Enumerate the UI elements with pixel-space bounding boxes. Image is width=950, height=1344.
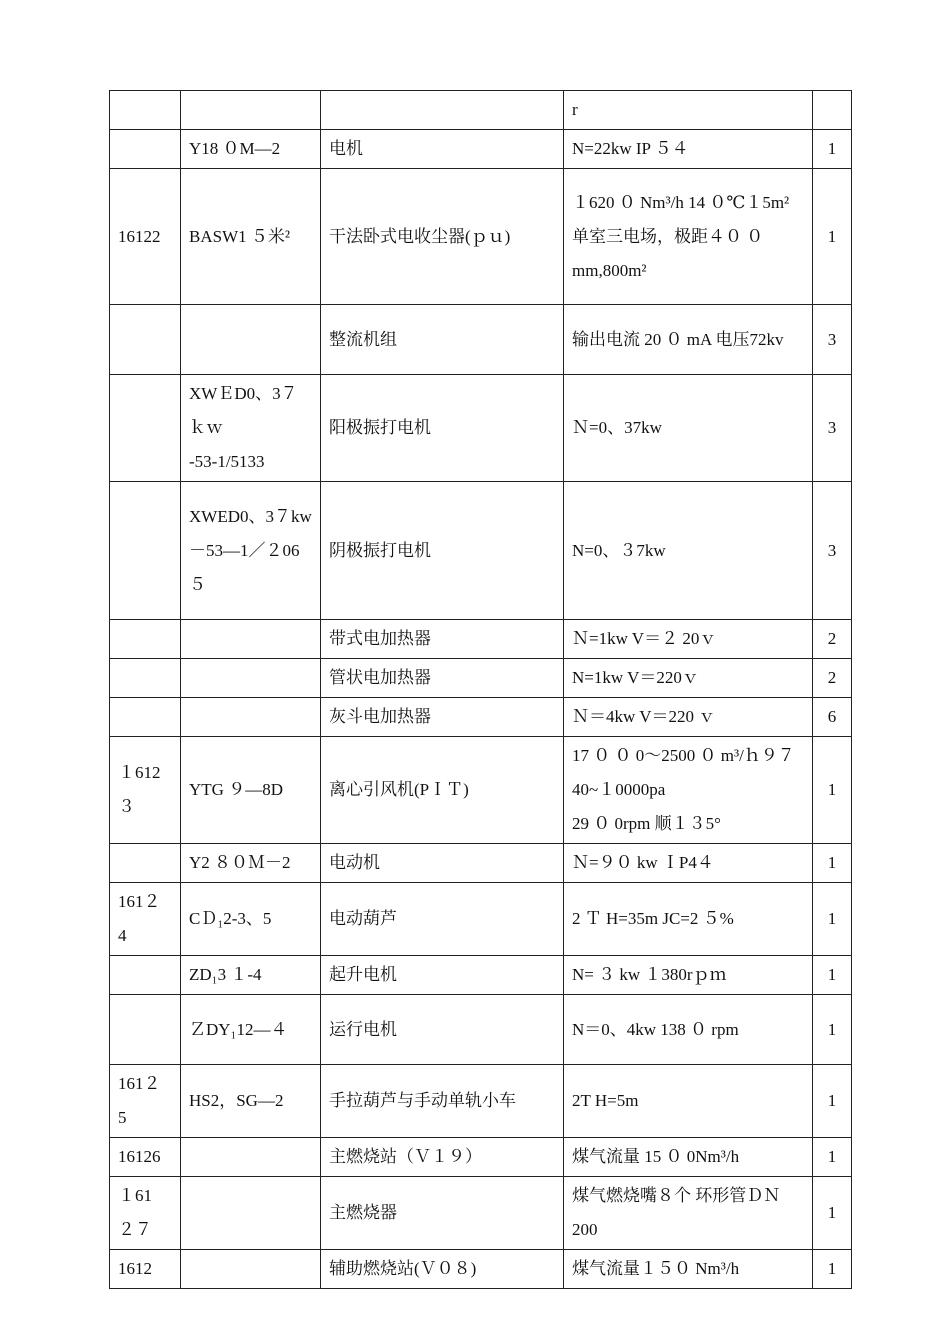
cell-no: 161２ 4 — [110, 883, 181, 956]
cell-spec: Ｎ＝4kw V＝220 ｖ — [564, 698, 813, 737]
cell-no: １61 ２７ — [110, 1177, 181, 1250]
cell-spec: １620 ０ Nm³/h 14 ０℃１5m² 单室三电场，极距４０ ０ mm,800m² — [564, 169, 813, 305]
cell-spec: N=22kw IP ５４ — [564, 130, 813, 169]
cell-name: 干法卧式电收尘器(ｐｕ) — [321, 169, 564, 305]
cell-spec: 煤气流量 15 ０ 0Nm³/h — [564, 1138, 813, 1177]
equipment-table — [109, 90, 852, 1289]
cell-name: 管状电加热器 — [321, 659, 564, 698]
cell-model: ＺDY₁12—４ — [181, 995, 321, 1065]
cell-spec: r — [564, 91, 813, 130]
cell-qty: 3 — [813, 375, 852, 482]
cell-model: CＤ₁2-3、5 — [181, 883, 321, 956]
cell-name: 离心引风机(PＩＴ) — [321, 737, 564, 844]
cell-qty: 3 — [813, 482, 852, 620]
cell-qty — [813, 91, 852, 130]
cell-no: １612 ３ — [110, 737, 181, 844]
table-row — [110, 169, 852, 305]
cell-name: 阴极振打电机 — [321, 482, 564, 620]
cell-qty: 2 — [813, 659, 852, 698]
cell-qty: 1 — [813, 737, 852, 844]
cell-model — [181, 1138, 321, 1177]
cell-name: 阳极振打电机 — [321, 375, 564, 482]
table-row — [110, 375, 852, 482]
cell-name: 起升电机 — [321, 956, 564, 995]
cell-name: 灰斗电加热器 — [321, 698, 564, 737]
cell-name: 电机 — [321, 130, 564, 169]
cell-qty: 1 — [813, 1138, 852, 1177]
cell-name: 主燃烧器 — [321, 1177, 564, 1250]
cell-no — [110, 995, 181, 1065]
cell-spec: Ｎ=９０ kw ＩP4４ — [564, 844, 813, 883]
table-row — [110, 130, 852, 169]
cell-qty: 2 — [813, 620, 852, 659]
cell-spec: 2T H=5m — [564, 1065, 813, 1138]
table-row — [110, 305, 852, 375]
cell-model — [181, 305, 321, 375]
cell-qty: 1 — [813, 130, 852, 169]
table-row — [110, 844, 852, 883]
table-row — [110, 91, 852, 130]
table-row — [110, 737, 852, 844]
cell-no — [110, 130, 181, 169]
cell-spec: N=1kw V＝220ｖ — [564, 659, 813, 698]
cell-qty: 1 — [813, 1065, 852, 1138]
table-row — [110, 883, 852, 956]
cell-no — [110, 91, 181, 130]
cell-name: 带式电加热器 — [321, 620, 564, 659]
cell-name: 电动葫芦 — [321, 883, 564, 956]
cell-no — [110, 482, 181, 620]
cell-model — [181, 1250, 321, 1289]
table-row — [110, 620, 852, 659]
cell-qty: 6 — [813, 698, 852, 737]
cell-model: XWＥD0、3７ｋｗ -53-1/5133 — [181, 375, 321, 482]
cell-qty: 1 — [813, 995, 852, 1065]
cell-spec: N= ３ kw １380rｐｍ — [564, 956, 813, 995]
cell-name: 手拉葫芦与手动单轨小车 — [321, 1065, 564, 1138]
table-row — [110, 956, 852, 995]
cell-no — [110, 844, 181, 883]
cell-model — [181, 659, 321, 698]
table-row — [110, 995, 852, 1065]
cell-qty: 3 — [813, 305, 852, 375]
cell-spec: 17 ０ ０ 0～2500 ０ m³/ｈ９７40~１0000pa 29 ０ 0rpm 顺１３5° — [564, 737, 813, 844]
cell-spec: 2 Ｔ H=35m JC=2 ５% — [564, 883, 813, 956]
cell-name — [321, 91, 564, 130]
cell-spec: N＝0、4kw 138 ０ rpm — [564, 995, 813, 1065]
table-row — [110, 482, 852, 620]
cell-model: Y18 ０M—2 — [181, 130, 321, 169]
cell-spec: Ｎ=1kw V＝２ 20ｖ — [564, 620, 813, 659]
cell-spec: 输出电流 20 ０ mA 电压72kv — [564, 305, 813, 375]
cell-model: XWED0、3７kw －53—1／２06５ — [181, 482, 321, 620]
cell-name: 整流机组 — [321, 305, 564, 375]
cell-qty: 1 — [813, 169, 852, 305]
cell-spec: 煤气流量１５０ Nm³/h — [564, 1250, 813, 1289]
cell-model — [181, 1177, 321, 1250]
cell-name: 主燃烧站（Ｖ１９） — [321, 1138, 564, 1177]
table-row — [110, 1250, 852, 1289]
cell-qty: 1 — [813, 844, 852, 883]
cell-qty: 1 — [813, 1250, 852, 1289]
cell-model: YTG ９—8D — [181, 737, 321, 844]
cell-no — [110, 659, 181, 698]
cell-name: 电动机 — [321, 844, 564, 883]
cell-model: ZD₁3 １-4 — [181, 956, 321, 995]
table-row — [110, 659, 852, 698]
cell-spec: 煤气燃烧嘴８个 环形管ＤＮ200 — [564, 1177, 813, 1250]
cell-spec: N=0、３7kw — [564, 482, 813, 620]
cell-model — [181, 620, 321, 659]
cell-name: 运行电机 — [321, 995, 564, 1065]
cell-no: 16126 — [110, 1138, 181, 1177]
equipment-table-body — [110, 91, 852, 1289]
cell-no — [110, 698, 181, 737]
cell-no: 161２ 5 — [110, 1065, 181, 1138]
cell-name: 辅助燃烧站(Ｖ０８) — [321, 1250, 564, 1289]
table-row — [110, 1138, 852, 1177]
cell-qty: 1 — [813, 956, 852, 995]
cell-model: Y2 ８０Ｍ－2 — [181, 844, 321, 883]
cell-model: HS2，SG—2 — [181, 1065, 321, 1138]
cell-qty: 1 — [813, 883, 852, 956]
cell-no — [110, 375, 181, 482]
cell-spec: Ｎ=0、37kw — [564, 375, 813, 482]
table-row — [110, 698, 852, 737]
cell-qty: 1 — [813, 1177, 852, 1250]
cell-no: 16122 — [110, 169, 181, 305]
cell-no — [110, 305, 181, 375]
table-row — [110, 1065, 852, 1138]
cell-model: BASW1 ５米² — [181, 169, 321, 305]
cell-model — [181, 91, 321, 130]
cell-model — [181, 698, 321, 737]
cell-no: 1612 — [110, 1250, 181, 1289]
cell-no — [110, 956, 181, 995]
table-row — [110, 1177, 852, 1250]
cell-no — [110, 620, 181, 659]
